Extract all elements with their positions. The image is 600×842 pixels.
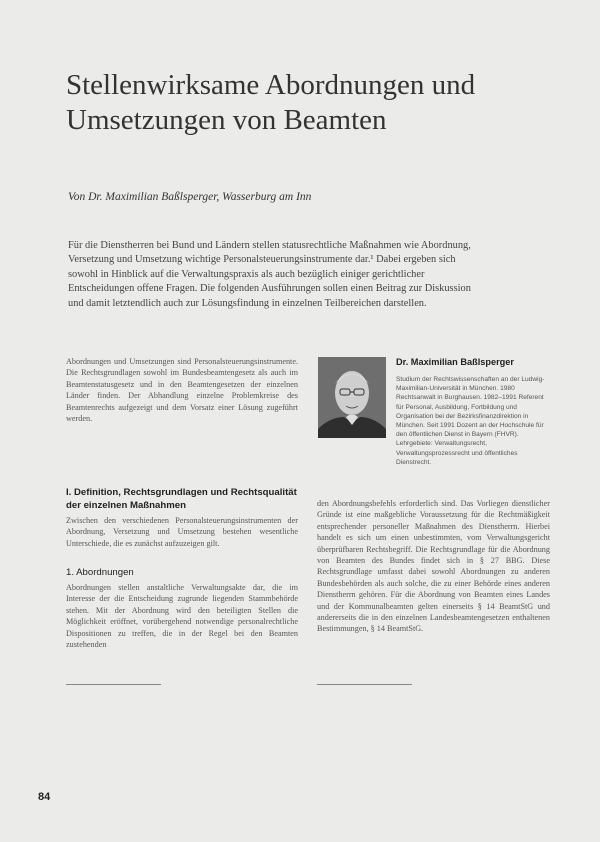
bio-text: Studium der Rechtswissenschaften an der Ludwig-Maximilian-Universität in München. 1980 Rechtsanwalt in Burghausen. 1982–1991 Referent für Personal, Ausbildung, Fortbildung und Organisation bei der Bezirksfinanzdirektion in München. Seit 1991 Dozent an der Hochschule für den öffentlichen Dienst in Bayern (FHVR). Lehrgebiete: Verwaltungsrecht, Verwaltungsprozessrecht und öffentliches Dienstrecht. [396,376,545,466]
subsection-heading: 1. Abordnungen [66,567,134,578]
bio-name: Dr. Maximilian Baßlsperger [396,357,514,367]
author-portrait-image [318,357,386,438]
intro-paragraph: Abordnungen und Umsetzungen sind Personalsteuerungsinstrumente. Die Rechtsgrundlagen sowohl im Bundesbeamtengesetz als auch im Beamtenstatusgesetz und in den Beamtengesetzen der einzelnen Länder finden. Der Abhandlung einzelne Problemkreise des Beamtenrechts aufgezeigt und dem Vorsatz einer Lösung zugeführt werden. [66,357,298,424]
article-title: Stellenwirksame Abordnungen und Umsetzungen von Beamten [66,69,476,136]
abstract: Für die Dienstherren bei Bund und Ländern stellen statusrechtliche Maßnahmen wie Abordnung, Versetzung und Umsetzung wichtige Personalsteuerungsinstrumente dar.¹ Dabei ergeben sich sowohl in Hinblick auf die Verwaltungspraxis als auch bezüglich einiger gerichtlicher Entscheidungen offene Fragen. Die folgenden Ausführungen sollen einen Beitrag zur Diskussion und damit letztendlich auch zur Lösungsfindung in einzelnen Teilbereichen darstellen. [68,240,471,309]
page-number: 84 [38,791,51,803]
section-heading: I. Definition, Rechtsgrundlagen und Rechtsqualität der einzelnen Maßnahmen [66,487,297,511]
author-photo [318,357,386,438]
right-column-text: den Abordnungsbefehls erforderlich sind. Das Vorliegen dienstlicher Gründe ist eine maßgebliche Voraussetzung für die Rechtmäßigkeit entsprechender personeller Maßnahmen des Dienstherrn. Hierbei handelt es sich um einen unbestimmten, vom Verwaltungsgericht überprüfbaren Rechtsbegriff. Die Rechtsgrundlage für die Abordnung von Beamten des Bundes findet sich in § 27 BBG. Diese Rechtsgrundlage umfasst dabei sowohl Abordnungen zu anderen Bundesbehörden als auch solche, die zu einer Behörde eines anderen Dienstherrn gehören. Für die Abordnung von Beamten eines Landes und der Kommunalbeamten gelten einerseits § 14 BeamtStG und andererseits die in den einzelnen Landesbeamtengesetzen enthaltenen Bestimmungen, § 14 BeamtStG. [317,499,550,634]
footnote-rule-left [66,684,161,685]
section-paragraph: Zwischen den verschiedenen Personalsteuerungsinstrumenten der Abordnung, Versetzung und Umsetzung bestehen wesentliche Unterschiede, die es zunächst aufzuzeigen gilt. [66,516,298,548]
subsection-paragraph: Abordnungen stellen anstaltliche Verwaltungsakte dar, die im Interesse der die Entscheidung zugrunde liegenden Stammbehörde stehen. Mit der Abordnung wird den beteiligten Stellen die Möglichkeit eröffnet, vorübergehend notwendige personalrechtliche Dispositionen zu treffen, die in der Regel bei den Beamten zustehenden [66,583,298,650]
author-line: Von Dr. Maximilian Baßlsperger, Wasserburg am Inn [68,191,312,203]
footnote-rule-right [317,684,412,685]
